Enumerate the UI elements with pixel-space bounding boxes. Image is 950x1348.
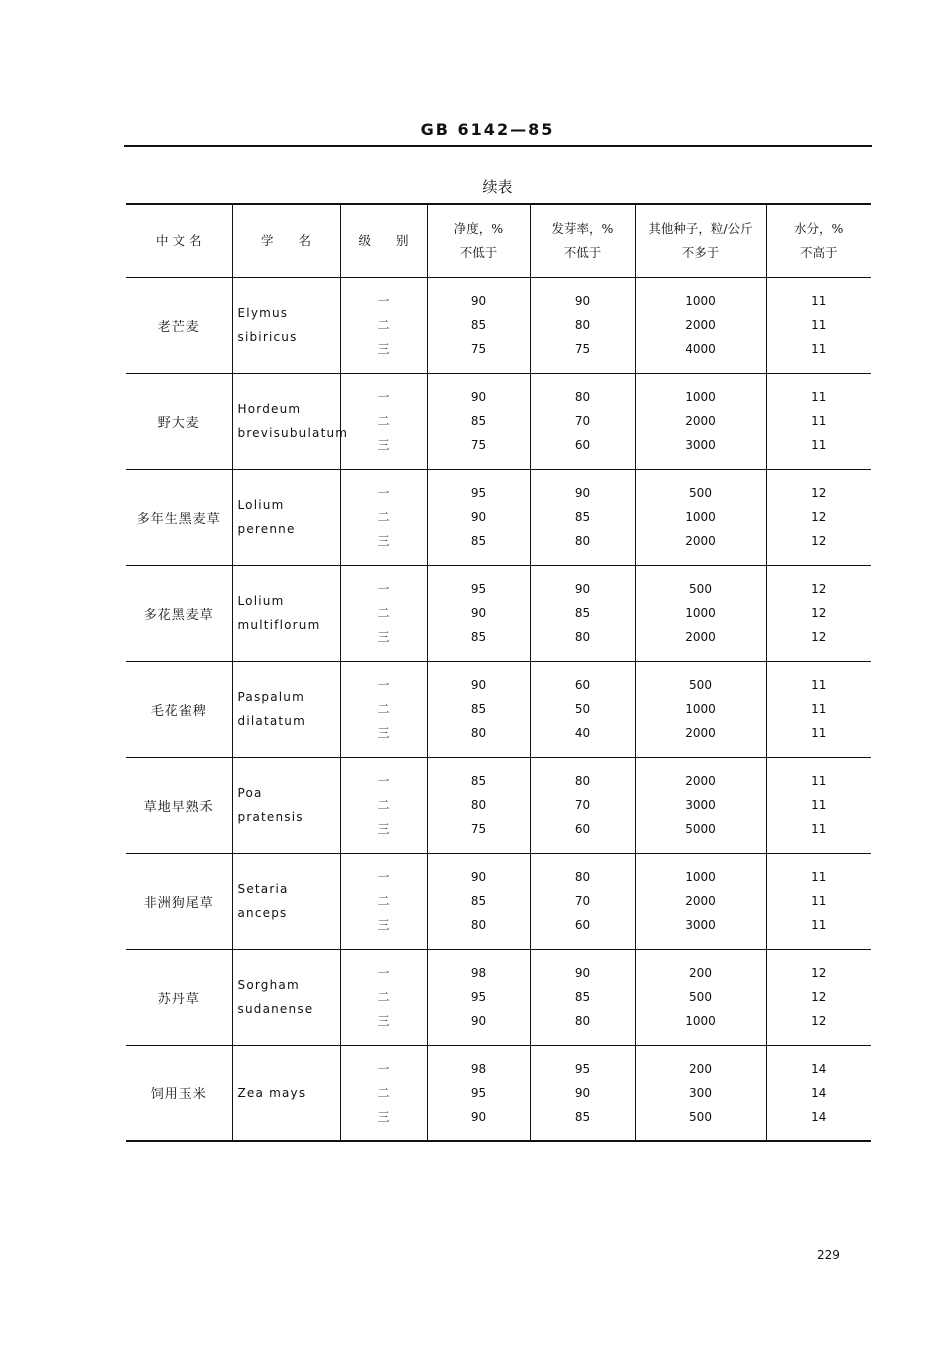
other-seeds-value: 200 (689, 1061, 712, 1076)
other-seeds-value: 1000 (685, 606, 716, 620)
purity-value: 80 (470, 726, 487, 740)
grade-value: 一 (377, 1061, 390, 1076)
header-qualifier: 不低于 (563, 244, 602, 260)
header-other-seeds (635, 204, 766, 277)
grade-value: 二 (377, 606, 390, 620)
table-row (126, 565, 871, 661)
scientific-name-part: Setaria (237, 882, 289, 896)
germination-value: 60 (574, 438, 591, 452)
other-seeds-cell (635, 565, 766, 661)
moisture-cell (766, 949, 871, 1045)
chinese-name-cell: 多年生黑麦草 (126, 469, 232, 565)
header-purity (427, 204, 530, 277)
header-label: 水分，% (794, 220, 844, 236)
scientific-name-part: Hordeum (237, 402, 302, 416)
scientific-name-part: multiflorum (237, 618, 321, 632)
moisture-value: 11 (811, 414, 827, 428)
grade-value: 三 (377, 630, 390, 644)
moisture-value: 11 (811, 894, 827, 908)
grade-value: 二 (377, 510, 390, 524)
grade-value: 一 (377, 774, 390, 788)
scientific-name-cell (232, 565, 340, 661)
header-label: 净度，% (453, 220, 504, 236)
moisture-value: 14 (811, 1085, 827, 1100)
other-seeds-value: 2000 (685, 774, 716, 788)
moisture-value: 12 (811, 534, 827, 548)
moisture-cell (766, 757, 871, 853)
grade-cell (340, 373, 427, 469)
grade-value: 一 (377, 486, 390, 500)
moisture-cell (766, 1045, 871, 1141)
other-seeds-value: 2000 (685, 894, 716, 908)
purity-value: 85 (470, 894, 487, 908)
scientific-name-cell (232, 1045, 340, 1141)
germination-value: 60 (574, 822, 591, 836)
germination-cell (530, 277, 635, 373)
other-seeds-value: 1000 (685, 1014, 716, 1028)
scientific-name-part: sudanense (237, 1002, 314, 1016)
other-seeds-value: 1000 (685, 390, 716, 404)
header-qualifier: 不高于 (799, 244, 838, 260)
scientific-name-part: Lolium (237, 594, 285, 608)
purity-cell (427, 949, 530, 1045)
table-row (126, 1045, 871, 1141)
grade-value: 三 (377, 822, 390, 836)
grade-value: 三 (377, 438, 390, 452)
germination-value: 60 (574, 678, 591, 692)
germination-value: 40 (574, 726, 591, 740)
grade-value: 一 (377, 678, 390, 692)
other-seeds-value: 1000 (685, 702, 716, 716)
moisture-value: 11 (811, 798, 827, 812)
table-header-row (126, 204, 871, 277)
purity-value: 80 (470, 798, 487, 812)
purity-cell (427, 661, 530, 757)
header-germination (530, 204, 635, 277)
purity-value: 85 (470, 414, 487, 428)
moisture-cell (766, 277, 871, 373)
moisture-value: 11 (811, 294, 827, 308)
grade-cell (340, 757, 427, 853)
other-seeds-value: 200 (689, 966, 712, 980)
purity-value: 75 (470, 822, 487, 836)
header-label: 中 文 名 (156, 232, 202, 248)
moisture-value: 12 (811, 990, 827, 1004)
chinese-name-cell: 毛花雀稗 (126, 661, 232, 757)
chinese-name-cell: 多花黑麦草 (126, 565, 232, 661)
grade-value: 一 (377, 294, 390, 308)
scientific-name-cell (232, 757, 340, 853)
moisture-cell (766, 469, 871, 565)
moisture-value: 12 (811, 1014, 827, 1028)
grade-value: 二 (377, 990, 390, 1004)
purity-cell (427, 373, 530, 469)
other-seeds-value: 2000 (685, 318, 716, 332)
grade-value: 一 (377, 390, 390, 404)
purity-value: 90 (470, 390, 487, 404)
page-header-code: GB 6142—85 (420, 120, 555, 139)
header-label: 发芽率，% (551, 220, 614, 236)
scientific-name-part: brevisubulatum (237, 426, 349, 440)
header-moisture (766, 204, 871, 277)
purity-value: 90 (470, 1014, 487, 1028)
scientific-name-cell (232, 277, 340, 373)
table-row (126, 949, 871, 1045)
moisture-value: 11 (811, 390, 827, 404)
chinese-name-cell: 饲用玉米 (126, 1045, 232, 1141)
other-seeds-value: 2000 (685, 630, 716, 644)
purity-cell (427, 757, 530, 853)
table-body (126, 277, 871, 1141)
other-seeds-value: 3000 (685, 438, 716, 452)
header-chinese-name (126, 204, 232, 277)
purity-value: 90 (470, 870, 487, 884)
germination-value: 95 (574, 1061, 591, 1076)
scientific-name-part: dilatatum (237, 714, 306, 728)
other-seeds-value: 500 (689, 990, 712, 1004)
germination-value: 80 (574, 774, 591, 788)
germination-value: 75 (574, 342, 591, 356)
germination-cell (530, 565, 635, 661)
scientific-name-part: Sorgham (237, 978, 300, 992)
table-row (126, 853, 871, 949)
grade-cell (340, 469, 427, 565)
grade-value: 一 (377, 966, 390, 980)
germination-value: 60 (574, 918, 591, 932)
scientific-name-part: Paspalum (237, 690, 306, 704)
germination-value: 90 (574, 486, 591, 500)
header-scientific-name (232, 204, 340, 277)
germination-value: 90 (574, 1085, 591, 1100)
grade-value: 三 (377, 726, 390, 740)
other-seeds-cell (635, 277, 766, 373)
table-row (126, 757, 871, 853)
purity-value: 85 (470, 702, 487, 716)
grade-cell (340, 661, 427, 757)
grade-value: 二 (377, 798, 390, 812)
germination-value: 90 (574, 966, 591, 980)
purity-value: 85 (470, 318, 487, 332)
other-seeds-value: 500 (689, 582, 712, 596)
other-seeds-cell (635, 757, 766, 853)
germination-cell (530, 373, 635, 469)
moisture-value: 12 (811, 486, 827, 500)
moisture-cell (766, 373, 871, 469)
scientific-name-cell (232, 373, 349, 469)
header-label: 级 别 (358, 232, 409, 248)
moisture-value: 11 (811, 774, 827, 788)
other-seeds-value: 2000 (685, 726, 716, 740)
germination-value: 85 (574, 1109, 591, 1124)
scientific-name-cell (232, 661, 340, 757)
scientific-name-cell (232, 469, 340, 565)
other-seeds-value: 1000 (685, 294, 716, 308)
chinese-name-cell: 草地早熟禾 (126, 757, 232, 853)
grade-cell (340, 565, 427, 661)
germination-cell (530, 469, 635, 565)
other-seeds-cell (635, 469, 766, 565)
other-seeds-cell (635, 949, 766, 1045)
grade-value: 一 (377, 870, 390, 884)
grade-value: 三 (377, 1109, 390, 1124)
grade-value: 二 (377, 702, 390, 716)
moisture-value: 14 (811, 1061, 827, 1076)
purity-value: 90 (470, 294, 487, 308)
other-seeds-value: 2000 (685, 534, 716, 548)
table-row (126, 373, 871, 469)
purity-cell (427, 565, 530, 661)
moisture-value: 11 (811, 438, 827, 452)
scientific-name-part: Zea mays (237, 1085, 307, 1100)
germination-value: 85 (574, 990, 591, 1004)
other-seeds-value: 4000 (685, 342, 716, 356)
table-row (126, 469, 871, 565)
scientific-name-cell (232, 949, 340, 1045)
other-seeds-value: 5000 (685, 822, 716, 836)
moisture-value: 12 (811, 606, 827, 620)
purity-value: 95 (470, 486, 487, 500)
germination-value: 70 (574, 894, 591, 908)
table-caption: 续表 (482, 178, 513, 196)
other-seeds-value: 3000 (685, 798, 716, 812)
germination-value: 90 (574, 582, 591, 596)
moisture-value: 12 (811, 966, 827, 980)
purity-cell (427, 469, 530, 565)
purity-cell (427, 277, 530, 373)
grade-value: 三 (377, 918, 390, 932)
germination-value: 85 (574, 510, 591, 524)
moisture-value: 11 (811, 726, 827, 740)
germination-cell (530, 757, 635, 853)
grade-cell (340, 949, 427, 1045)
grade-value: 二 (377, 414, 390, 428)
purity-value: 98 (470, 1061, 487, 1076)
purity-value: 95 (470, 1085, 487, 1100)
chinese-name-cell: 非洲狗尾草 (126, 853, 232, 949)
grade-value: 一 (377, 582, 390, 596)
other-seeds-value: 1000 (685, 870, 716, 884)
germination-value: 80 (574, 870, 591, 884)
moisture-value: 11 (811, 678, 827, 692)
purity-cell (427, 1045, 530, 1141)
other-seeds-value: 3000 (685, 918, 716, 932)
germination-value: 90 (574, 294, 591, 308)
table-row (126, 277, 871, 373)
other-seeds-value: 1000 (685, 510, 716, 524)
germination-value: 80 (574, 630, 591, 644)
purity-cell (427, 853, 530, 949)
grade-value: 二 (377, 1085, 390, 1100)
moisture-value: 14 (811, 1109, 827, 1124)
header-qualifier: 不多于 (681, 244, 720, 260)
purity-value: 85 (470, 630, 487, 644)
scientific-name-part: pratensis (237, 810, 304, 824)
chinese-name-cell: 苏丹草 (126, 949, 232, 1045)
grade-cell (340, 1045, 427, 1141)
germination-cell (530, 949, 635, 1045)
moisture-value: 11 (811, 918, 827, 932)
purity-value: 85 (470, 774, 487, 788)
moisture-cell (766, 565, 871, 661)
moisture-cell (766, 853, 871, 949)
grade-value: 二 (377, 894, 390, 908)
header-label: 学 名 (260, 232, 311, 248)
other-seeds-value: 2000 (685, 414, 716, 428)
other-seeds-cell (635, 853, 766, 949)
purity-value: 90 (470, 510, 487, 524)
grade-value: 三 (377, 342, 390, 356)
moisture-value: 12 (811, 510, 827, 524)
scientific-name-part: Poa (237, 786, 263, 800)
purity-value: 98 (470, 966, 487, 980)
moisture-value: 12 (811, 582, 827, 596)
purity-value: 90 (470, 1109, 487, 1124)
purity-value: 95 (470, 990, 487, 1004)
other-seeds-cell (635, 1045, 766, 1141)
grade-cell (340, 853, 427, 949)
header-rule (124, 145, 872, 147)
moisture-value: 11 (811, 822, 827, 836)
purity-value: 75 (470, 342, 487, 356)
header-qualifier: 不低于 (459, 244, 498, 260)
moisture-value: 11 (811, 318, 827, 332)
other-seeds-value: 300 (689, 1085, 712, 1100)
grade-value: 三 (377, 534, 390, 548)
page-number: 229 (817, 1248, 840, 1262)
other-seeds-value: 500 (689, 486, 712, 500)
scientific-name-part: Lolium (237, 498, 285, 512)
chinese-name-cell: 野大麦 (126, 373, 232, 469)
header-grade (340, 204, 427, 277)
scientific-name-cell (232, 853, 340, 949)
moisture-value: 11 (811, 870, 827, 884)
germination-value: 70 (574, 414, 591, 428)
scientific-name-part: Elymus (237, 306, 289, 320)
germination-value: 85 (574, 606, 591, 620)
purity-value: 90 (470, 606, 487, 620)
purity-value: 95 (470, 582, 487, 596)
chinese-name-cell: 老芒麦 (126, 277, 232, 373)
germination-value: 80 (574, 390, 591, 404)
moisture-value: 12 (811, 630, 827, 644)
other-seeds-value: 500 (689, 678, 712, 692)
table-row (126, 661, 871, 757)
germination-value: 80 (574, 1014, 591, 1028)
germination-value: 80 (574, 318, 591, 332)
grade-cell (340, 277, 427, 373)
germination-value: 80 (574, 534, 591, 548)
germination-value: 70 (574, 798, 591, 812)
seed-quality-table (126, 203, 871, 1142)
germination-cell (530, 853, 635, 949)
scientific-name-part: sibiricus (237, 330, 298, 344)
grade-value: 二 (377, 318, 390, 332)
purity-value: 80 (470, 918, 487, 932)
moisture-value: 11 (811, 342, 827, 356)
moisture-cell (766, 661, 871, 757)
scientific-name-part: anceps (237, 906, 288, 920)
purity-value: 90 (470, 678, 487, 692)
other-seeds-cell (635, 661, 766, 757)
moisture-value: 11 (811, 702, 827, 716)
purity-value: 85 (470, 534, 487, 548)
germination-cell (530, 661, 635, 757)
purity-value: 75 (470, 438, 487, 452)
scientific-name-part: perenne (237, 522, 296, 536)
grade-value: 三 (377, 1014, 390, 1028)
other-seeds-value: 500 (689, 1109, 712, 1124)
germination-value: 50 (574, 702, 591, 716)
germination-cell (530, 1045, 635, 1141)
header-label: 其他种子，粒/公斤 (648, 220, 753, 236)
other-seeds-cell (635, 373, 766, 469)
